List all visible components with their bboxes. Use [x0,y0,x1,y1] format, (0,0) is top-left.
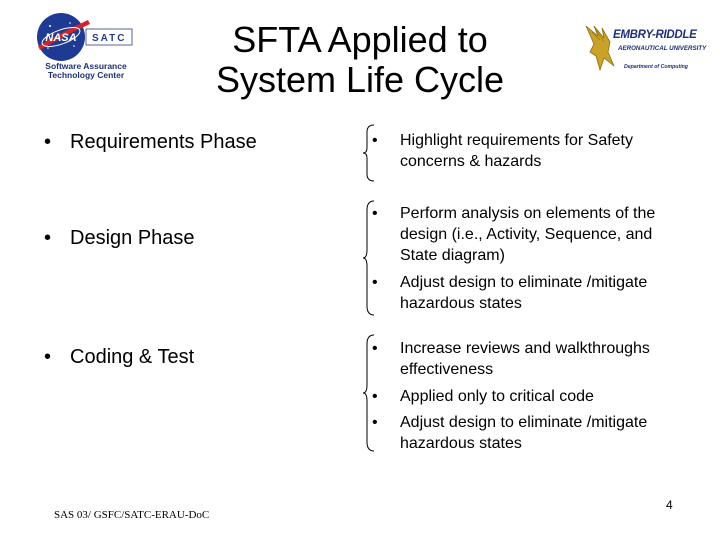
bullet-icon: • [44,346,52,368]
eagle-icon [584,22,616,74]
page-number: 4 [666,498,673,512]
satc-caption-line-1: Software Assurance [45,61,127,71]
erau-subtitle: AERONAUTICAL UNIVERSITY [618,45,707,52]
bullet-icon: • [372,340,378,357]
slide-title-line-2: System Life Cycle [215,59,505,100]
phase-label: Coding & Test [70,346,195,368]
activity-item [372,130,692,172]
slide-title-line-1: SFTA Applied to [232,19,488,60]
satc-caption-line-2: Technology Center [47,70,125,80]
bullet-icon: • [44,227,52,249]
bullet-icon: • [44,131,52,153]
activity-item [372,338,692,380]
bullet-icon: • [372,274,378,291]
bullet-icon: • [372,132,378,149]
activity-item [372,412,692,454]
activity-text: Applied only to critical code [400,388,594,405]
slide-title [150,20,570,100]
erau-name: EMBRY-RIDDLE [613,29,697,41]
activity-text: Adjust design to eliminate /mitigate hazardous states [400,274,648,312]
activity-item [372,203,692,266]
activity-text: Adjust design to eliminate /mitigate hazardous states [400,414,648,452]
activity-text: Perform analysis on elements of the design (i.e., Activity, Sequence, and State diagram) [400,205,656,264]
nasa-wordmark: NASA [45,32,77,44]
phase-requirements [44,130,257,154]
phase-label: Requirements Phase [70,131,257,153]
activity-text: Highlight requirements for Safety concerns & hazards [400,132,633,170]
bullet-icon: • [372,388,378,405]
phase-label: Design Phase [70,227,195,249]
phase-coding-test [44,345,194,369]
activity-item [372,272,692,314]
bullet-icon: • [372,205,378,222]
satc-caption [34,62,138,80]
satc-wordmark: SATC [92,33,127,44]
erau-department: Department of Computing [624,64,688,70]
phase-design [44,226,195,250]
bullet-icon: • [372,414,378,431]
slide-footer: SAS 03/ GSFC/SATC-ERAU-DoC [54,509,210,521]
activity-text: Increase reviews and walkthroughs effectiveness [400,340,650,378]
activity-item [372,386,692,407]
